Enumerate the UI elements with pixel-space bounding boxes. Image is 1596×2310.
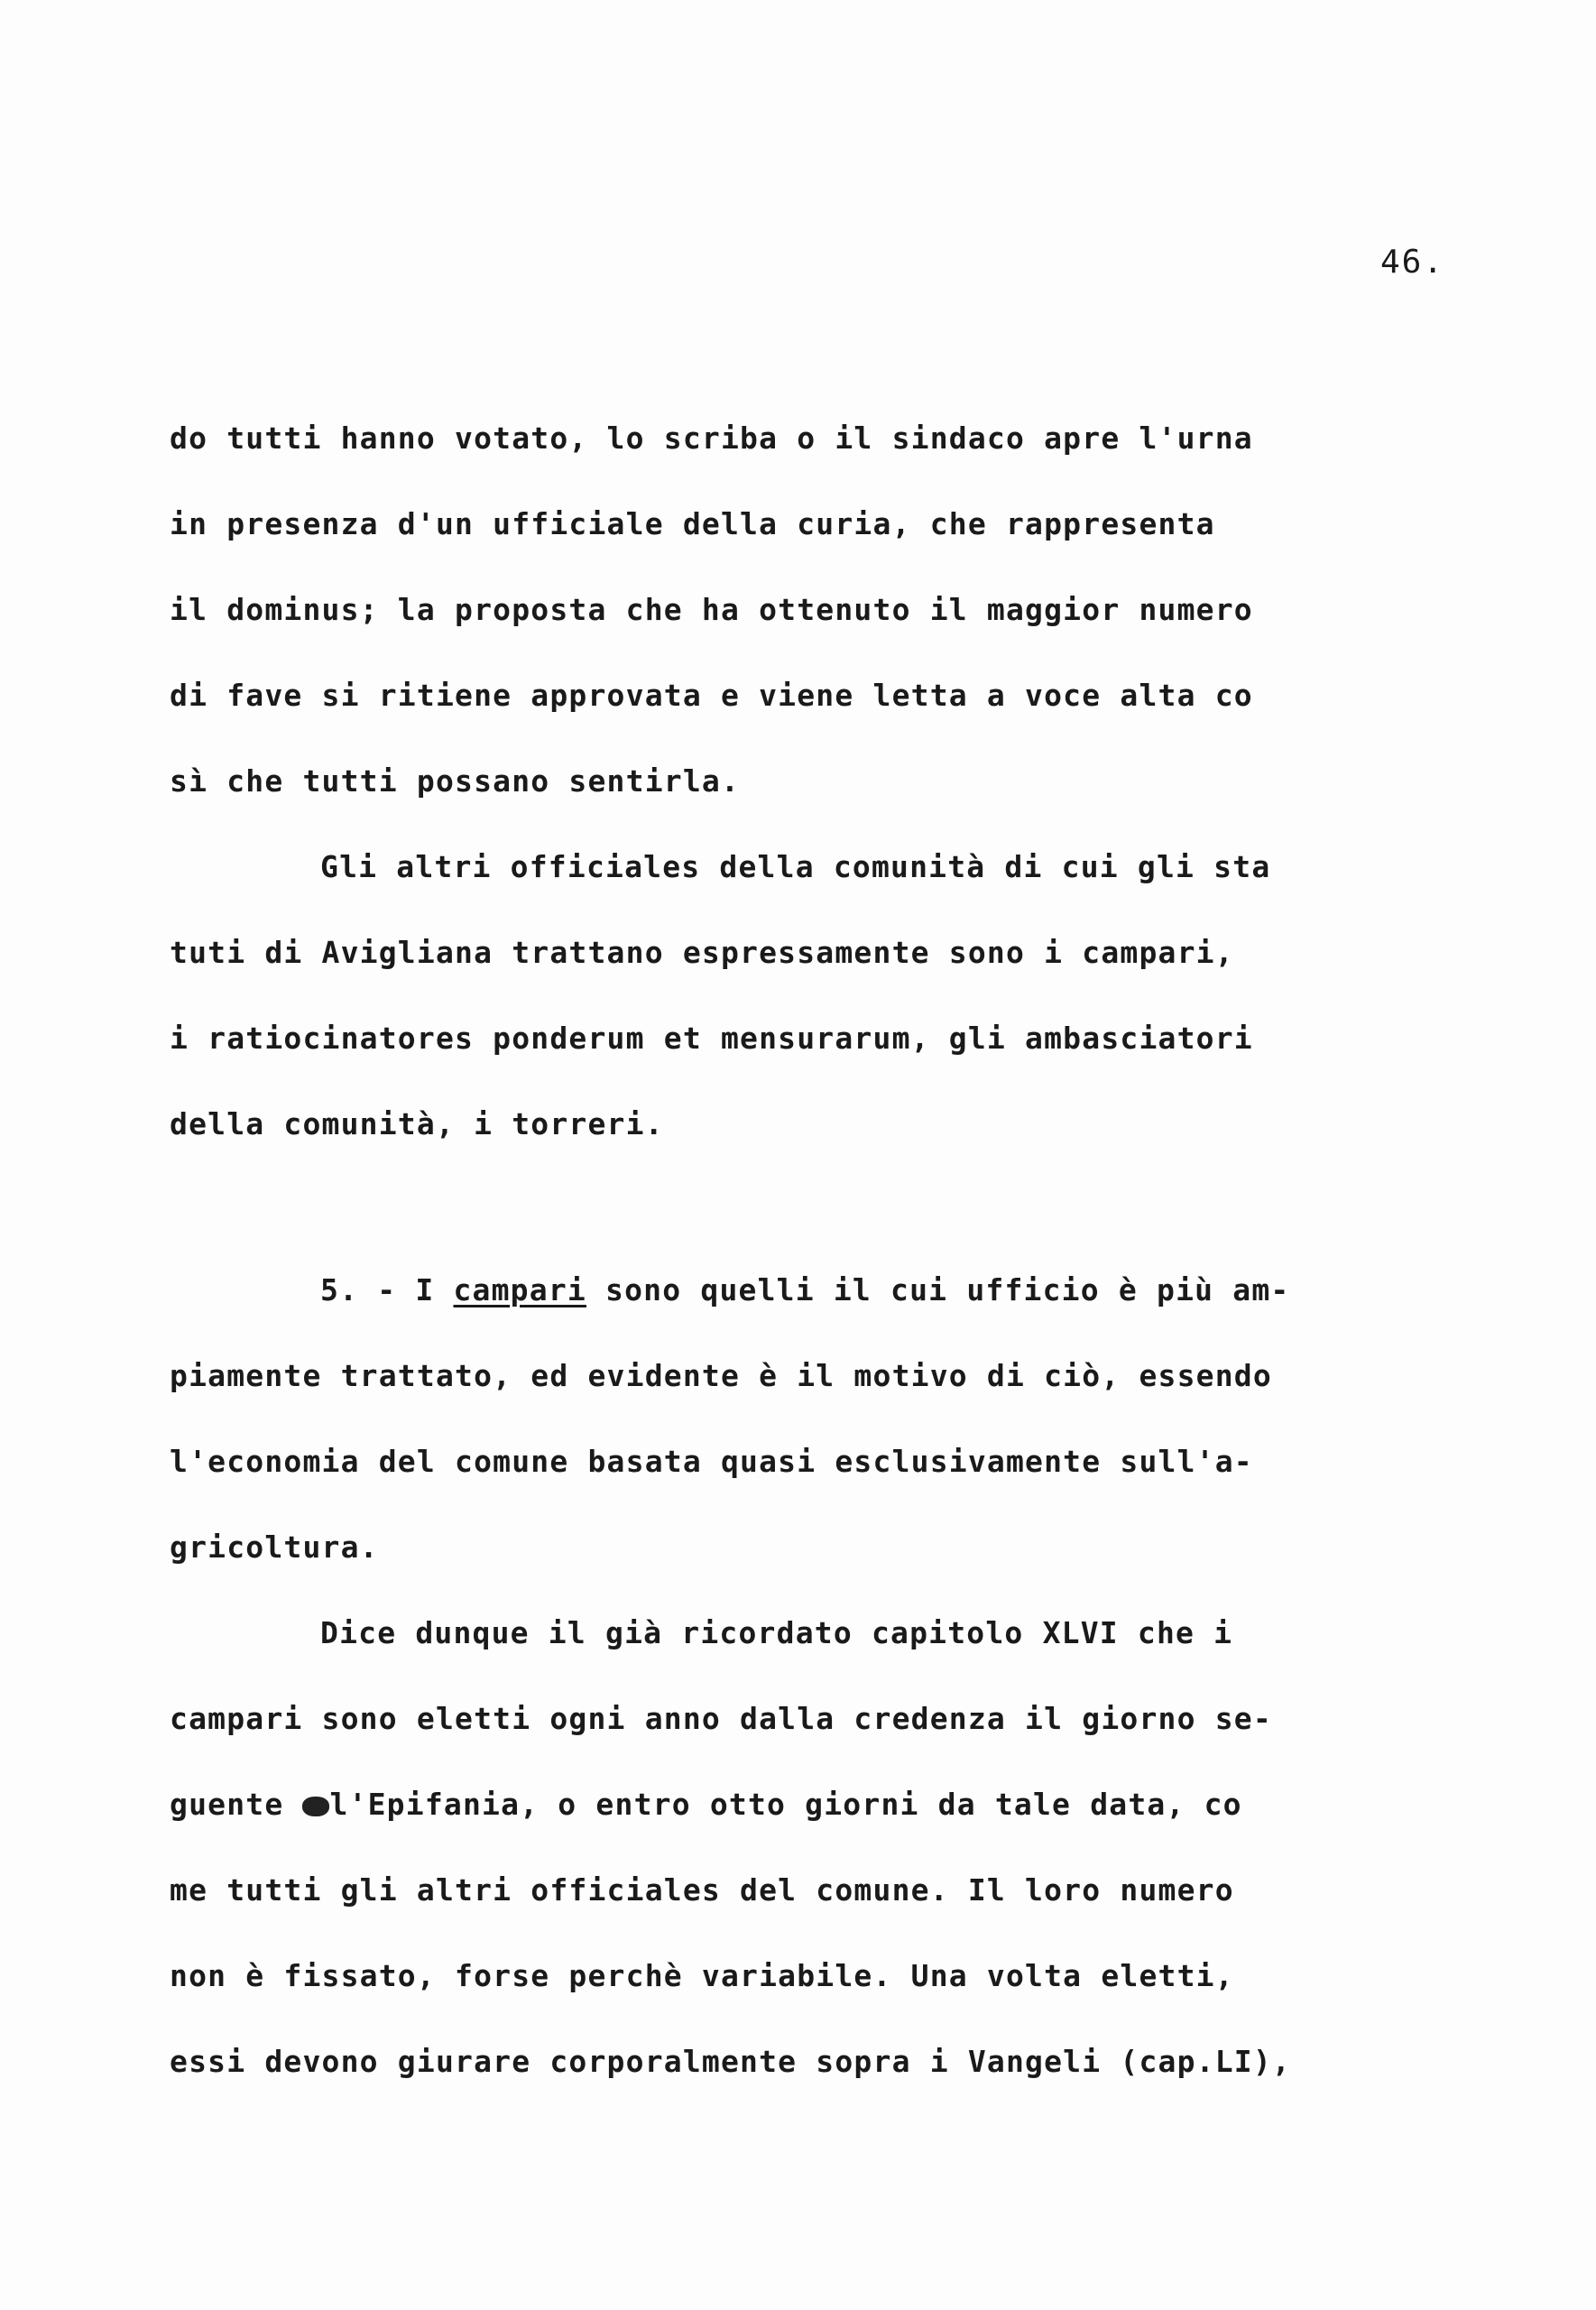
text-line: non è fissato, forse perchè variabile. Una volta eletti, [170, 1958, 1234, 1993]
underlined-term: campari [453, 1272, 586, 1307]
text-line: sì che tutti possano sentirla. [170, 763, 741, 799]
section-heading-line [320, 1272, 1289, 1308]
text-line: i ratiocinatores ponderum et mensurarum, gli ambasciatori [170, 1021, 1253, 1056]
page-number: 46. [1380, 244, 1445, 281]
text-line: do tutti hanno votato, lo scriba o il sindaco apre l'urna [170, 420, 1253, 456]
text-line-with-blot [170, 1787, 1242, 1823]
ink-blot-icon [302, 1797, 329, 1816]
text-segment: guente [170, 1787, 303, 1822]
text-line: Dice dunque il già ricordato capitolo XLVI che i [320, 1615, 1233, 1650]
text-line: essi devono giurare corporalmente sopra i Vangeli (cap.LI), [170, 2044, 1291, 2079]
text-line: tuti di Avigliana trattano espressamente sono i campari, [170, 935, 1234, 970]
text-line: l'economia del comune basata quasi esclusivamente sull'a- [170, 1444, 1253, 1479]
text-line: gricoltura. [170, 1529, 379, 1565]
text-line: in presenza d'un ufficiale della curia, che rappresenta [170, 506, 1215, 541]
text-segment: sono quelli il cui ufficio è più am- [586, 1272, 1290, 1307]
text-line: Gli altri officiales della comunità di cui gli sta [320, 849, 1271, 884]
text-line: campari sono eletti ogni anno dalla credenza il giorno se- [170, 1701, 1272, 1736]
text-segment: l'Epifania, o entro otto giorni da tale data, co [329, 1787, 1242, 1822]
text-line: me tutti gli altri officiales del comune. Il loro numero [170, 1872, 1234, 1908]
text-line: della comunità, i torreri. [170, 1106, 664, 1141]
text-line: di fave si ritiene approvata e viene letta a voce alta co [170, 678, 1253, 713]
text-line: piamente trattato, ed evidente è il motivo di ciò, essendo [170, 1358, 1272, 1393]
text-line: il dominus; la proposta che ha ottenuto il maggior numero [170, 592, 1253, 627]
section-number: 5. - I [320, 1272, 454, 1307]
